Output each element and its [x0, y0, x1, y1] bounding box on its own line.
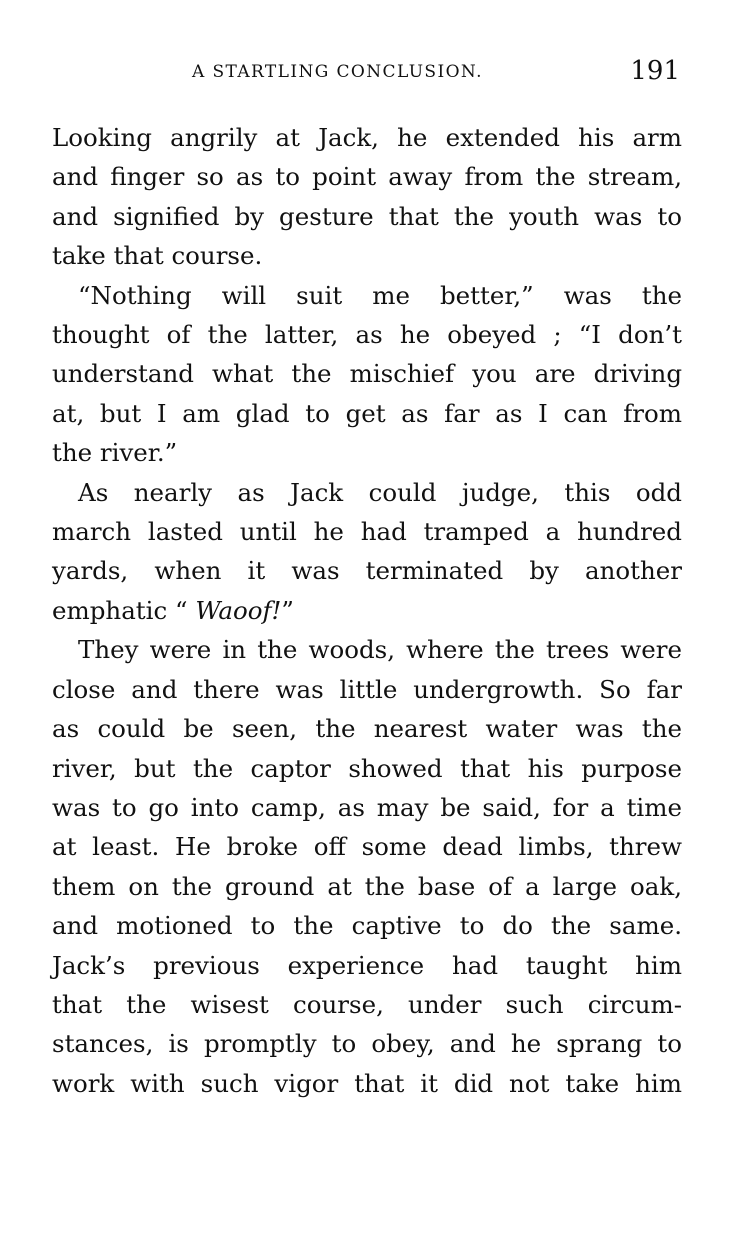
- text-line: thought of the latter, as he obeyed ; “I don’t: [52, 320, 682, 350]
- paragraph-2: [52, 276, 682, 473]
- text-line: take that course.: [52, 241, 263, 271]
- paragraph-4: [52, 630, 682, 1103]
- text-line: understand what the mischief you are driving: [52, 359, 682, 389]
- text-line: As nearly as Jack could judge, this odd: [78, 477, 682, 507]
- text-line: them on the ground at the base of a large oak,: [52, 871, 682, 901]
- text-line: was to go into camp, as may be said, for a time: [52, 792, 682, 822]
- text-line: “Nothing will suit me better,” was the: [78, 280, 682, 310]
- text-line: close and there was little undergrowth. So far: [52, 674, 682, 704]
- text-line: and motioned to the captive to do the same.: [52, 911, 682, 941]
- paragraph-1: [52, 118, 682, 276]
- text-line: Jack’s previous experience had taught him: [52, 950, 682, 980]
- page-number: 191: [630, 56, 680, 86]
- text-line: the river.”: [52, 438, 178, 468]
- text-line: work with such vigor that it did not take him: [52, 1068, 682, 1098]
- text-line: Looking angrily at Jack, he extended his arm: [52, 123, 682, 152]
- paragraph-3: [52, 473, 682, 631]
- text-line: stances, is promptly to obey, and he sprang to: [52, 1029, 682, 1059]
- text-fragment: ”: [281, 595, 294, 625]
- text-line: [52, 591, 682, 630]
- body-text: [52, 118, 682, 1103]
- running-head: [52, 56, 682, 104]
- book-page: [52, 56, 682, 1103]
- text-line: river, but the captor showed that his purpose: [52, 753, 682, 783]
- text-line: that the wisest course, under such circum-: [52, 989, 682, 1019]
- text-line: at least. He broke off some dead limbs, threw: [52, 832, 682, 862]
- text-line: march lasted until he had tramped a hundred: [52, 517, 682, 547]
- italic-exclamation: Waoof!: [195, 595, 282, 625]
- text-line: and signified by gesture that the youth was to: [52, 201, 682, 231]
- running-title: A STARTLING CONCLUSION.: [192, 62, 483, 82]
- text-line: and finger so as to point away from the stream,: [52, 162, 682, 192]
- text-line: at, but I am glad to get as far as I can from: [52, 398, 682, 428]
- text-fragment: emphatic “: [52, 595, 196, 625]
- text-line: as could be seen, the nearest water was the: [52, 714, 682, 744]
- text-line: They were in the woods, where the trees were: [78, 635, 682, 665]
- text-line: yards, when it was terminated by another: [52, 556, 682, 586]
